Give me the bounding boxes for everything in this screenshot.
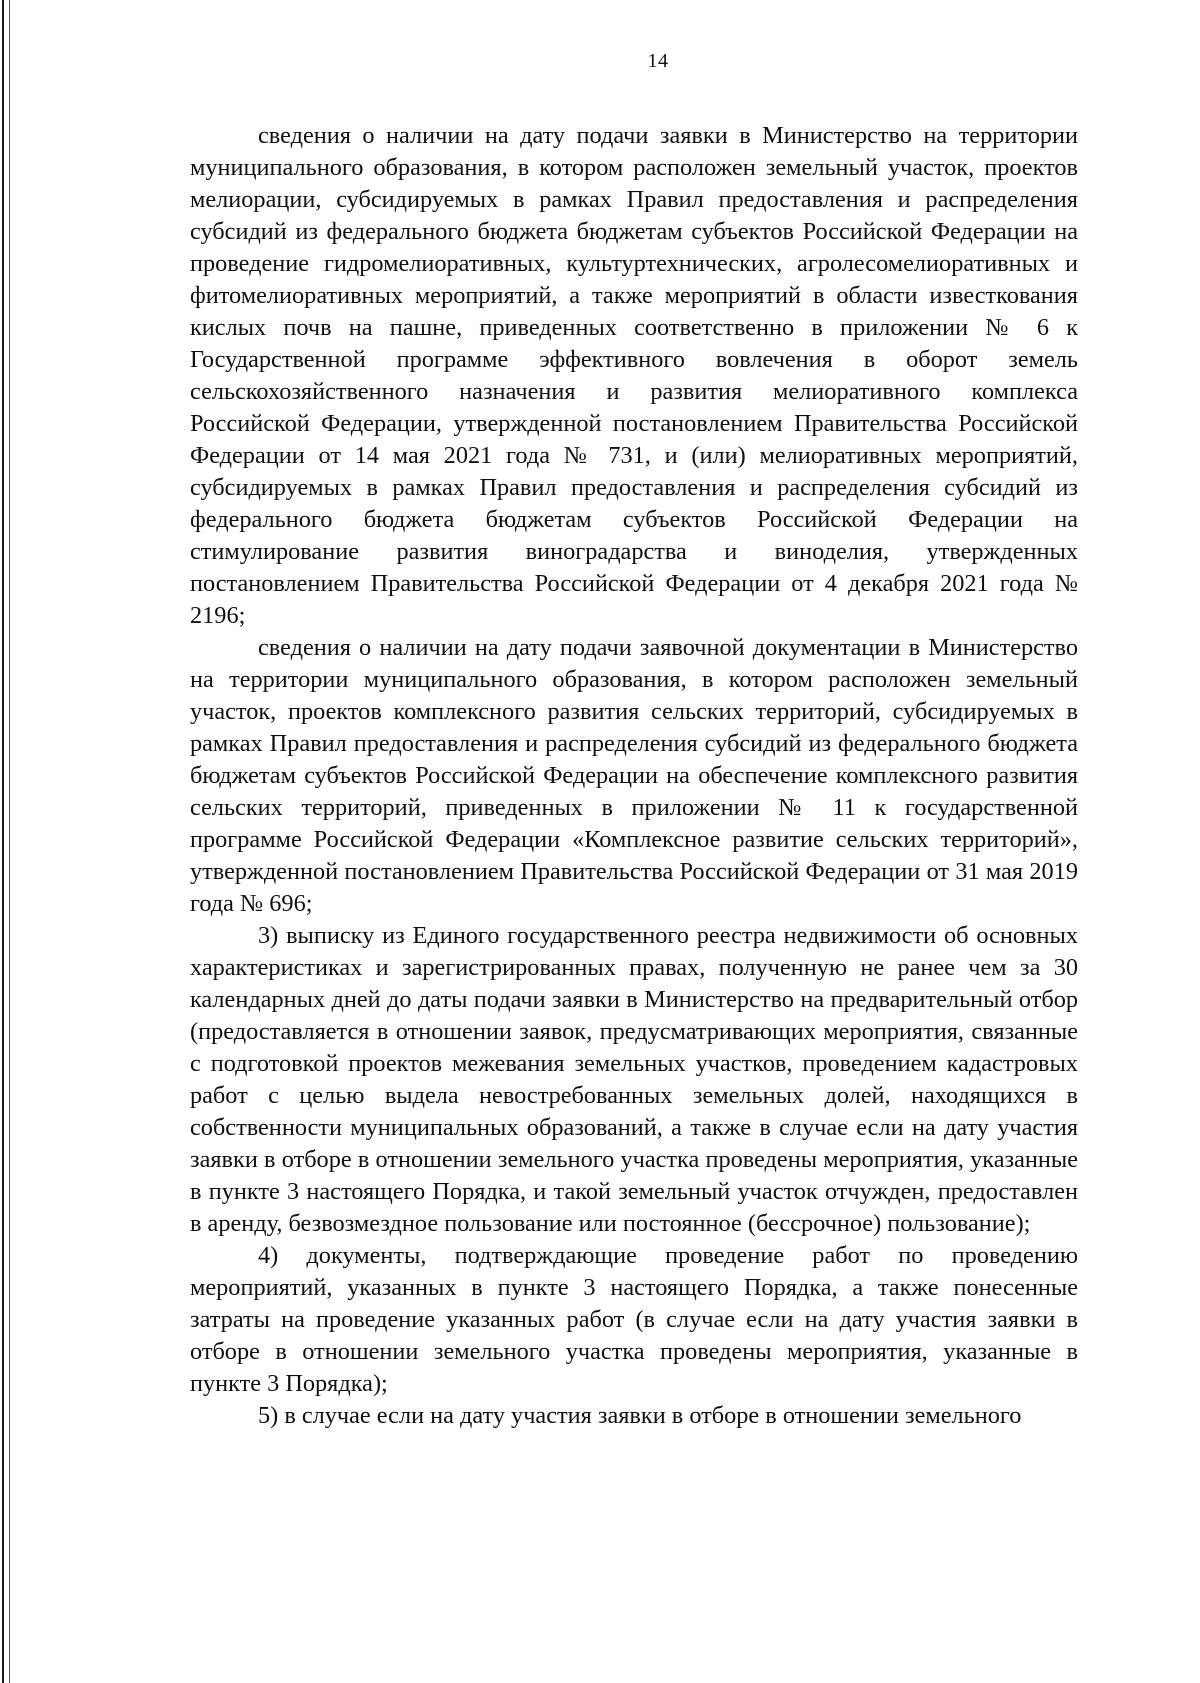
paragraph: 5) в случае если на дату участия заявки в отборе в отношении земельного <box>258 1402 1022 1429</box>
paragraph: 4) документы, подтверждающие проведение работ по проведению мероприятий, указанных в пункте 3 настоящего Порядка, а также понесенные затраты на проведение указанных работ (в случае если на дату участия заявки в отборе в отношении земельного участка проведены мероприятия, указанные в пункте 3 Порядка); <box>190 1242 1078 1397</box>
document-body <box>190 120 1078 1432</box>
scan-edge-left-outer <box>2 0 4 1683</box>
paragraph: сведения о наличии на дату подачи заявки в Министерство на территории муниципального образования, в котором расположен земельный участок, проектов мелиорации, субсидируемых в рамках Правил предоставления и распределения субсидий из федерального бюджета бюджетам субъектов Российской Федерации на проведение гидромелиоративных, культуртехнических, агролесомелиоративных и фитомелиоративных мероприятий, а также мероприятий в области известкования кислых почв на пашне, приведенных соответственно в приложении № 6 к Государственной программе эффективного вовлечения в оборот земель сельскохозяйственного назначения и развития мелиоративного комплекса Российской Федерации, утвержденной постановлением Правительства Российской Федерации от 14 мая 2021 года № 731, и (или) мелиоративных мероприятий, субсидируемых в рамках Правил предоставления и распределения субсидий из федерального бюджета бюджетам субъектов Российской Федерации на стимулирование развития виноградарства и виноделия, утвержденных постановлением Правительства Российской Федерации от 4 декабря 2021 года № 2196; <box>190 122 1078 629</box>
page-number: 14 <box>647 50 669 72</box>
paragraph: сведения о наличии на дату подачи заявочной документации в Министерство на территории муниципального образования, в котором расположен земельный участок, проектов комплексного развития сельских территорий, субсидируемых в рамках Правил предоставления и распределения субсидий из федерального бюджета бюджетам субъектов Российской Федерации на обеспечение комплексного развития сельских территорий, приведенных в приложении № 11 к государственной программе Российской Федерации «Комплексное развитие сельских территорий», утвержденной постановлением Правительства Российской Федерации от 31 мая 2019 года № 696; <box>190 634 1078 917</box>
paragraph: 3) выписку из Единого государственного реестра недвижимости об основных характеристиках и зарегистрированных правах, полученную не ранее чем за 30 календарных дней до даты подачи заявки в Министерство на предварительный отбор (предоставляется в отношении заявок, предусматривающих мероприятия, связанные с подготовкой проектов межевания земельных участков, проведением кадастровых работ с целью выдела невостребованных земельных долей, находящихся в собственности муниципальных образований, а также в случае если на дату участия заявки в отборе в отношении земельного участка проведены мероприятия, указанные в пункте 3 настоящего Порядка, и такой земельный участок отчужден, предоставлен в аренду, безвозмездное пользование или постоянное (бессрочное) пользование); <box>190 922 1078 1237</box>
scan-edge-left-inner <box>9 0 10 1683</box>
